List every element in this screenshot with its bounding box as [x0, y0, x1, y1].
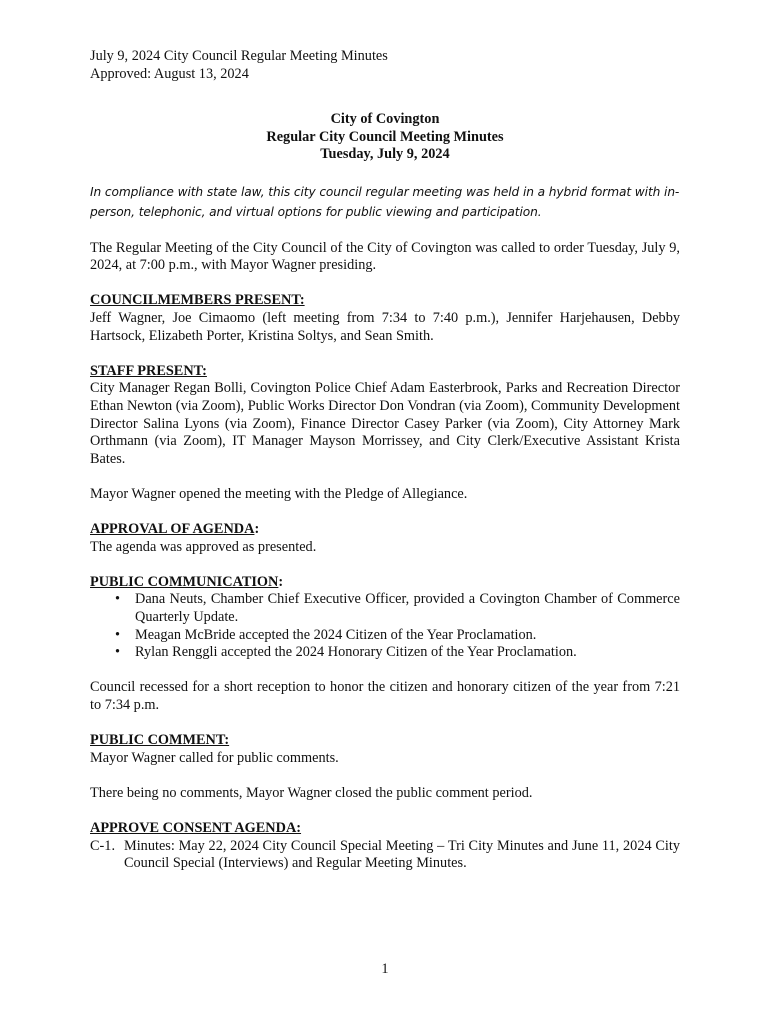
page-number: 1: [381, 961, 389, 977]
staff-text: City Manager Regan Bolli, Covington Police Chief Adam Easterbrook, Parks and Recreation Director Ethan Newton (via Zoom), Public Works Director Don Vondran (via Zoom), Community Development Director Salina Lyons (via Zoom), Finance Director Casey Parker (via Zoom), City Attorney Mark Orthmann (via Zoom), IT Manager Mayson Morrissey, and City Clerk/Executive Assistant Krista Bates.: [90, 380, 680, 467]
list-item-text: Rylan Renggli accepted the 2024 Honorary Citizen of the Year Proclamation.: [135, 644, 577, 661]
meeting-title: Regular City Council Meeting Minutes: [266, 128, 504, 145]
public-comment-closed-text: There being no comments, Mayor Wagner closed the public comment period.: [90, 784, 533, 801]
consent-item: [90, 838, 680, 873]
agenda-text: The agenda was approved as presented.: [90, 538, 317, 555]
councilmembers-text: Jeff Wagner, Joe Cimaomo (left meeting from 7:34 to 7:40 p.m.), Jennifer Harjehausen, Debby Hartsock, Elizabeth Porter, Kristina Soltys, and Sean Smith.: [90, 309, 680, 344]
public-communication-heading-line: [90, 574, 680, 592]
bullet-icon: •: [115, 644, 121, 661]
document-header-approved: Approved: August 13, 2024: [90, 65, 249, 82]
agenda-heading-line: [90, 521, 680, 539]
public-comment-heading: PUBLIC COMMENT:: [90, 732, 230, 749]
recess-paragraph: Council recessed for a short reception to honor the citizen and honorary citizen of the year from 7:21 to 7:34 p.m.: [90, 679, 680, 713]
list-item-text: Dana Neuts, Chamber Chief Executive Officer, provided a Covington Chamber of Commerce Quarterly Update.: [135, 591, 680, 626]
councilmembers-heading: COUNCILMEMBERS PRESENT:: [90, 292, 305, 309]
public-communication-heading-colon: :: [278, 573, 284, 590]
document-header-title: July 9, 2024 City Council Regular Meeting Minutes: [90, 48, 388, 64]
meeting-date: Tuesday, July 9, 2024: [320, 146, 450, 163]
consent-item-text: Minutes: May 22, 2024 City Council Special Meeting – Tri City Minutes and June 11, 2024 City Council Special (Interviews) and Regular Meeting Minutes.: [124, 837, 680, 872]
consent-agenda-heading: APPROVE CONSENT AGENDA:: [90, 820, 302, 837]
document-page: [90, 48, 680, 873]
list-item: [90, 591, 680, 626]
call-to-order-paragraph: The Regular Meeting of the City Council of the City of Covington was called to order Tuesday, July 9, 2024, at 7:00 p.m., with Mayor Wagner presiding.: [90, 239, 680, 274]
public-communication-list: [90, 591, 680, 661]
title-block: [90, 111, 680, 164]
bullet-icon: •: [115, 626, 121, 643]
list-item-text: Meagan McBride accepted the 2024 Citizen of the Year Proclamation.: [135, 626, 537, 643]
pledge-paragraph: Mayor Wagner opened the meeting with the Pledge of Allegiance.: [90, 485, 468, 502]
agenda-heading-colon: :: [254, 521, 260, 538]
staff-heading: STAFF PRESENT:: [90, 362, 207, 379]
compliance-statement: In compliance with state law, this city council regular meeting was held in a hybrid format with in-person, telephonic, and virtual options for public viewing and participation.: [90, 184, 680, 219]
consent-item-number: C-1.: [90, 837, 116, 854]
public-comment-text: Mayor Wagner called for public comments.: [90, 749, 339, 766]
list-item: [90, 644, 680, 662]
bullet-icon: •: [115, 591, 121, 608]
public-communication-heading: PUBLIC COMMUNICATION: [90, 573, 279, 590]
city-name: City of Covington: [330, 111, 440, 128]
agenda-heading: APPROVAL OF AGENDA: [90, 521, 255, 538]
list-item: [90, 627, 680, 645]
